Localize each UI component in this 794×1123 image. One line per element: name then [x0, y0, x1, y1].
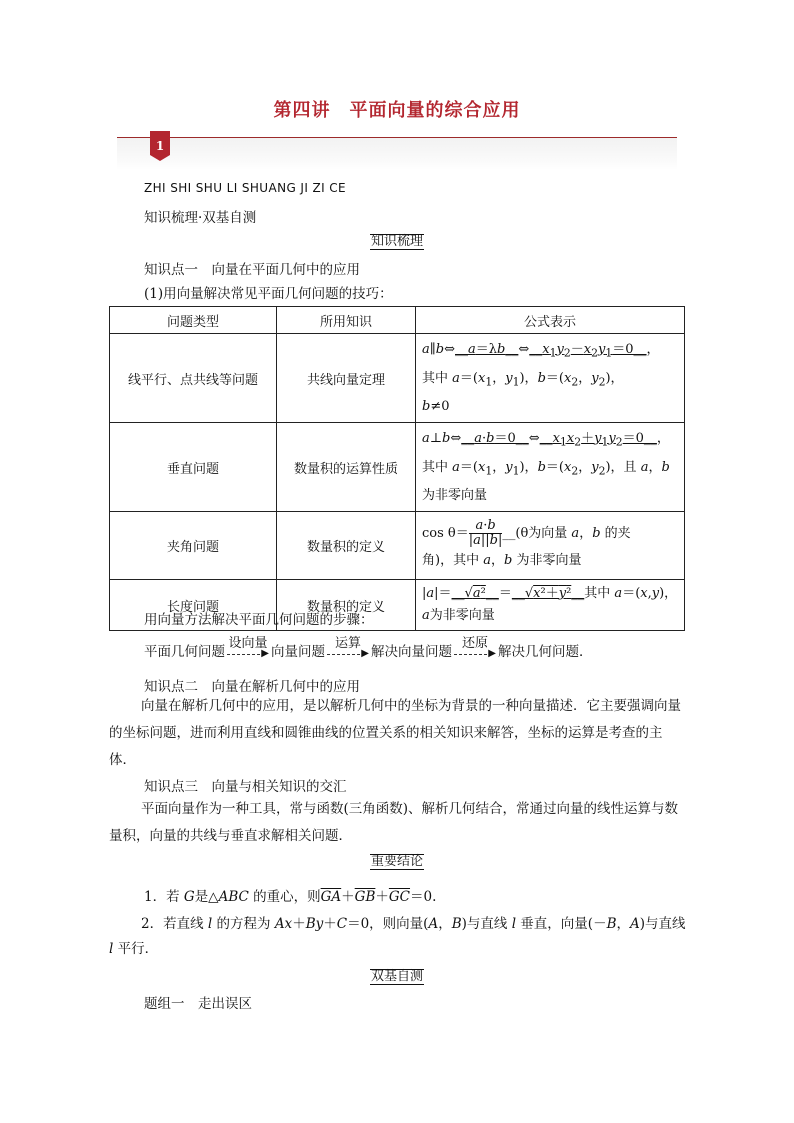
formula-perpendicular: $a\perp b\Leftrightarrow\_\_a\cdot b=0\_\_\Leftrightarrow\_\_x_1x_2+y_1y_2=0\_\_$， 其中 $a=(x_1$，$y_1$)，$b=(x_2$，$y_2$)，且 a，b 为非零向量: [416, 423, 685, 512]
table-cell-type: 线平行、点共线等问题: [110, 334, 277, 423]
point-3-paragraph: 平面向量作为一种工具，常与函数(三角函数)、解析几何结合，常通过向量的线性运算与数量积，向量的共线与垂直求解相关问题．: [109, 801, 679, 844]
table-cell-type: 垂直问题: [110, 423, 277, 512]
table-cell-type: 夹角问题: [110, 512, 277, 580]
step-text: 解决几何问题．: [498, 644, 593, 660]
chapter-badge: [150, 131, 170, 161]
arrow-label: 设向量: [228, 635, 268, 651]
point-2-heading: 知识点二 向量在解析几何中的应用: [144, 679, 360, 695]
header-shade: [117, 138, 677, 170]
table-cell-type: 长度问题: [110, 580, 277, 631]
step-text: 解决向量问题: [371, 644, 452, 660]
step-arrow: 还原 ▶: [452, 646, 498, 660]
section-pinyin: ZHI SHI SHU LI SHUANG JI ZI CE: [144, 181, 347, 195]
heading-zhishi-shuli: 知识梳理: [370, 234, 423, 249]
steps-flow: [144, 635, 593, 660]
table-header: 公式表示: [416, 307, 685, 334]
step-text: 平面几何问题: [144, 644, 225, 660]
heading-important-conclusions: 重要结论: [370, 854, 423, 869]
table-cell-knowledge: 数量积的定义: [277, 580, 416, 631]
point-1-heading: 知识点一 向量在平面几何中的应用: [144, 262, 360, 278]
step-arrow: 运算 ▶: [325, 646, 371, 660]
arrow-label: 运算: [334, 635, 361, 651]
point-2-paragraph: 向量在解析几何中的应用，是以解析几何中的坐标为背景的一种向量描述．它主要强调向量的坐标问题，进而利用直线和圆锥曲线的位置关系的相关知识来解答，坐标的运算是考查的主体．: [109, 698, 681, 768]
formula-length: |a|＝__√a²__＝__√x²＋y²__其中 a＝(x,y)， a为非零向量: [416, 580, 685, 631]
conclusion-1: 1．若 G是△ABC 的重心，则$\overline{GA}+\overline{GB}+\overline{GC}=0$.: [144, 889, 437, 905]
point-1-subheading: (1)用向量解决常见平面几何问题的技巧：: [144, 286, 393, 302]
table-cell-knowledge: 数量积的运算性质: [277, 423, 416, 512]
steps-intro: 用向量方法解决平面几何问题的步骤：: [144, 612, 374, 628]
step-text: 向量问题: [271, 644, 325, 660]
group-1-heading: 题组一 走出误区: [144, 996, 252, 1012]
point-3-heading: 知识点三 向量与相关知识的交汇: [144, 779, 347, 795]
badge-number: 1: [155, 139, 165, 153]
arrow-label: 还原: [461, 635, 488, 651]
step-arrow: 设向量 ▶: [225, 646, 271, 660]
page-title: 第四讲 平面向量的综合应用: [273, 100, 521, 121]
table-cell-knowledge: 共线向量定理: [277, 334, 416, 423]
table-header: 问题类型: [110, 307, 277, 334]
table-cell-knowledge: 数量积的定义: [277, 512, 416, 580]
technique-table: [109, 306, 685, 631]
title-rule: [117, 137, 677, 138]
conclusion-2: 2．若直线 l 的方程为 Ax＋By＋C＝0，则向量(A，B)与直线 l 垂直，向量(－B，A)与直线 l 平行．: [109, 916, 686, 957]
heading-self-test: 双基自测: [370, 969, 423, 984]
formula-parallel: $a\parallel b\Leftrightarrow\_\_a=\lambda b\_\_\Leftrightarrow\_\_x_1y_2-x_2y_1=0\_\_$， 其中 $a=(x_1$，$y_1$)，$b=(x_2$，$y_2$)， b≠0: [416, 334, 685, 423]
section-subtitle: 知识梳理·双基自测: [144, 210, 257, 226]
formula-angle: cos θ＝ $\frac{a\cdot b}{|a||b|}$ __(θ为向量 a，b 的夹 角)，其中 a，b 为非零向量: [416, 512, 685, 580]
table-header: 所用知识: [277, 307, 416, 334]
